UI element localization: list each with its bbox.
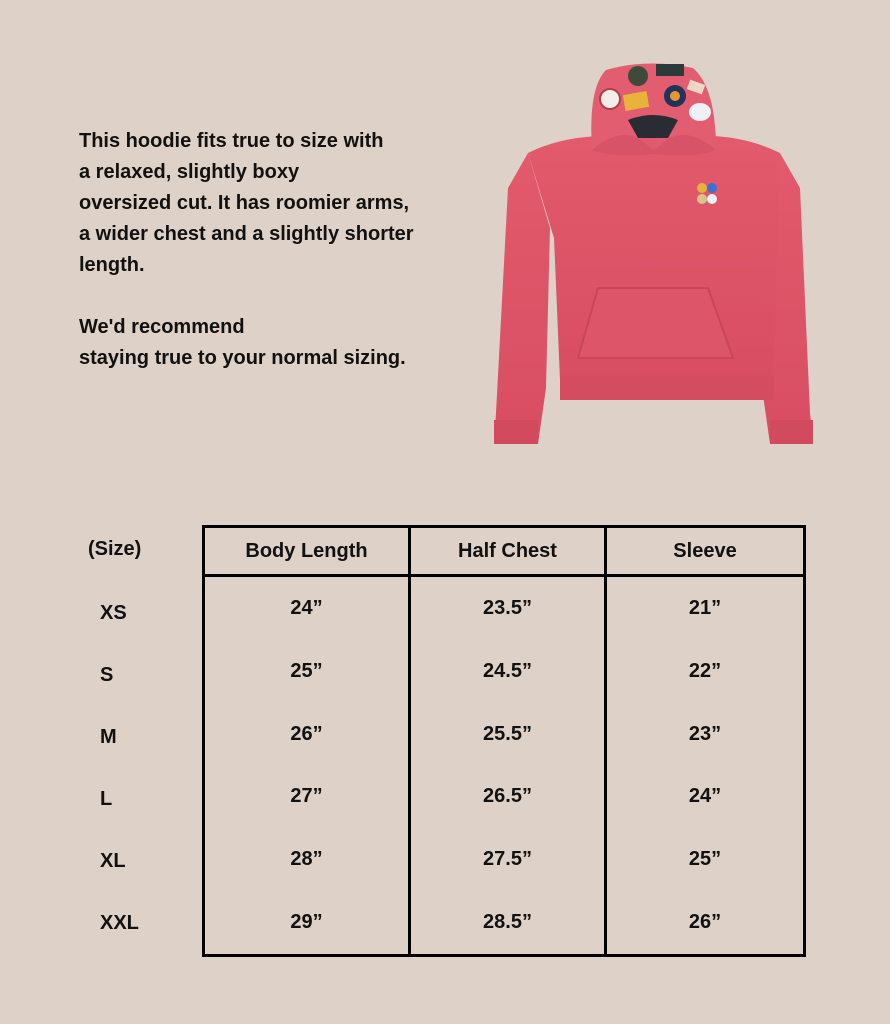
text-line: oversized cut. It has roomier arms, [79, 192, 410, 214]
hoodie-product-image [488, 58, 820, 450]
body-length-cell: 24” [204, 576, 410, 640]
recommendation-paragraph [79, 312, 479, 374]
body-length-cell: 28” [204, 828, 410, 891]
size-label-l: L [100, 788, 113, 810]
table-header-row [204, 527, 805, 576]
column-header-sleeve: Sleeve [606, 527, 805, 576]
table-row [204, 703, 805, 766]
sleeve-cell: 23” [606, 703, 805, 766]
size-label-xl: XL [100, 850, 126, 872]
table-row [204, 828, 805, 891]
sleeve-cell: 25” [606, 828, 805, 891]
sleeve-cell: 21” [606, 576, 805, 640]
half-chest-cell: 24.5” [410, 640, 606, 703]
table-row [204, 765, 805, 828]
text-line: This hoodie fits true to size with [79, 130, 384, 152]
text-line: a relaxed, slightly boxy [79, 161, 300, 183]
text-line: a wider chest and a slightly shorter [79, 223, 414, 245]
text-line: length. [79, 254, 145, 276]
body-length-cell: 29” [204, 891, 410, 955]
table-row [204, 576, 805, 640]
body-length-cell: 26” [204, 703, 410, 766]
half-chest-cell: 26.5” [410, 765, 606, 828]
sleeve-cell: 26” [606, 891, 805, 955]
table-row [204, 891, 805, 955]
size-label-s: S [100, 664, 114, 686]
body-length-cell: 27” [204, 765, 410, 828]
hoodie-illustration [488, 58, 820, 450]
sleeve-cell: 22” [606, 640, 805, 703]
table-row [204, 640, 805, 703]
sleeve-cell: 24” [606, 765, 805, 828]
size-label-m: M [100, 726, 117, 748]
half-chest-cell: 27.5” [410, 828, 606, 891]
half-chest-cell: 23.5” [410, 576, 606, 640]
size-chart-table [202, 525, 806, 957]
size-label-xxl: XXL [100, 912, 139, 934]
column-header-half-chest: Half Chest [410, 527, 606, 576]
column-header-body-length: Body Length [204, 527, 410, 576]
fit-paragraph [79, 126, 479, 281]
fit-description [79, 126, 479, 374]
half-chest-cell: 28.5” [410, 891, 606, 955]
text-line: We'd recommend [79, 316, 245, 338]
half-chest-cell: 25.5” [410, 703, 606, 766]
size-label-xs: XS [100, 602, 127, 624]
body-length-cell: 25” [204, 640, 410, 703]
text-line: staying true to your normal sizing. [79, 347, 406, 369]
size-column-header: (Size) [88, 538, 142, 560]
